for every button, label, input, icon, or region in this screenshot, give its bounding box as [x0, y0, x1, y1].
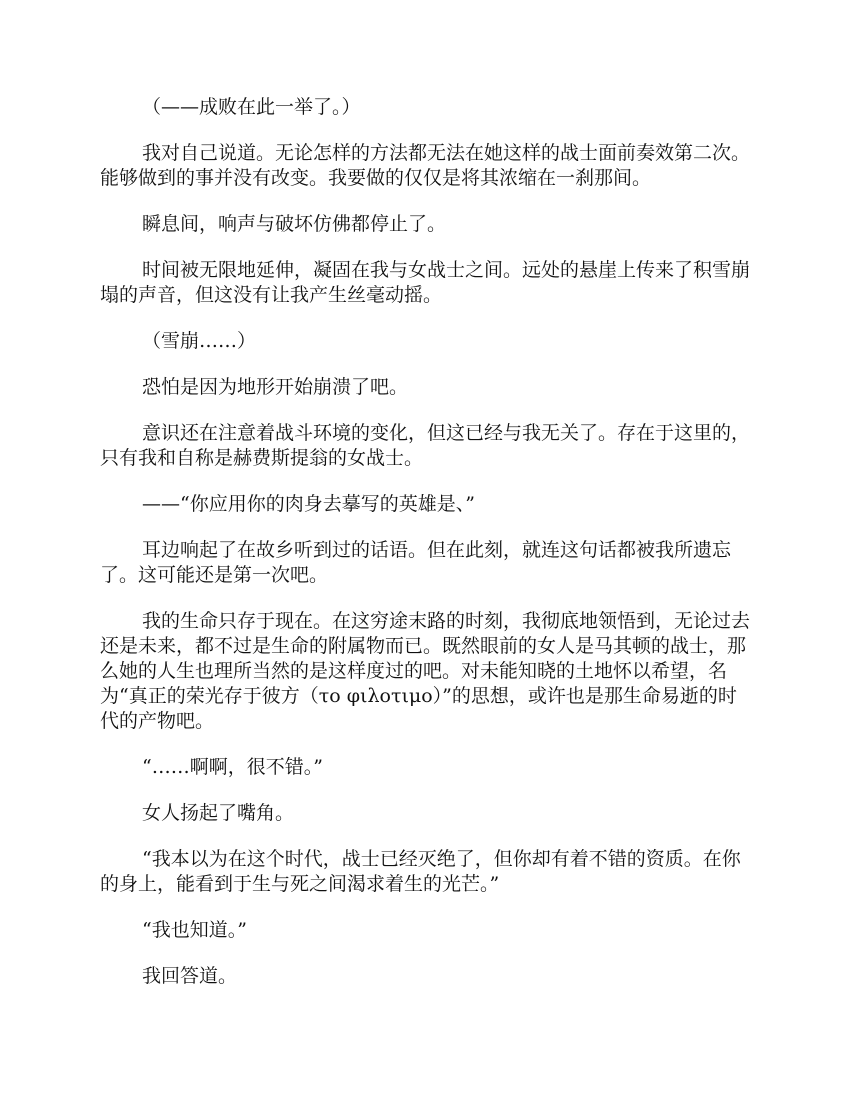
paragraph: （雪崩……）: [142, 330, 257, 352]
paragraph: “……啊啊，很不错。”: [142, 756, 323, 778]
paragraph: “我本以为在这个时代，战士已经灭绝了，但你却有着不错的资质。在你的身上，能看到于生与死之间渴求着生的光芒。”: [100, 848, 741, 895]
paragraph: 我回答道。: [142, 965, 238, 987]
paragraph: 我的生命只存于现在。在这穷途末路的时刻，我彻底地领悟到，无论过去还是未来，都不过是生命的附属物而已。既然眼前的女人是马其顿的战士，那么她的人生也理所当然的是这样度过的吧。对未能知晓的土地怀以希望，名为“真正的荣光存于彼方（το φιλοτιμο）”的思想，或许也是那生命易逝的时代的产物吧。: [100, 610, 751, 732]
paragraph: “我也知道。”: [142, 919, 247, 941]
paragraph: （——成败在此一举了。）: [142, 96, 361, 118]
paragraph: 意识还在注意着战斗环境的变化，但这已经与我无关了。存在于这里的，只有我和自称是赫费斯提翁的女战士。: [100, 422, 751, 469]
paragraph: 时间被无限地延伸，凝固在我与女战士之间。远处的悬崖上传来了积雪崩塌的声音，但这没有让我产生丝毫动摇。: [100, 259, 751, 306]
paragraph: 瞬息间，响声与破坏仿佛都停止了。: [142, 213, 447, 235]
paragraph: 女人扬起了嘴角。: [142, 802, 295, 824]
paragraph: 恐怕是因为地形开始崩溃了吧。: [142, 376, 409, 398]
paragraph: ——“你应用你的肉身去摹写的英雄是、”: [142, 493, 475, 515]
paragraph: 我对自己说道。无论怎样的方法都无法在她这样的战士面前奏效第二次。能够做到的事并没有改变。我要做的仅仅是将其浓缩在一刹那间。: [100, 142, 751, 189]
text-body: [100, 95, 750, 1010]
paragraph: 耳边响起了在故乡听到过的话语。但在此刻，就连这句话都被我所遗忘了。这可能还是第一次吧。: [100, 539, 732, 586]
